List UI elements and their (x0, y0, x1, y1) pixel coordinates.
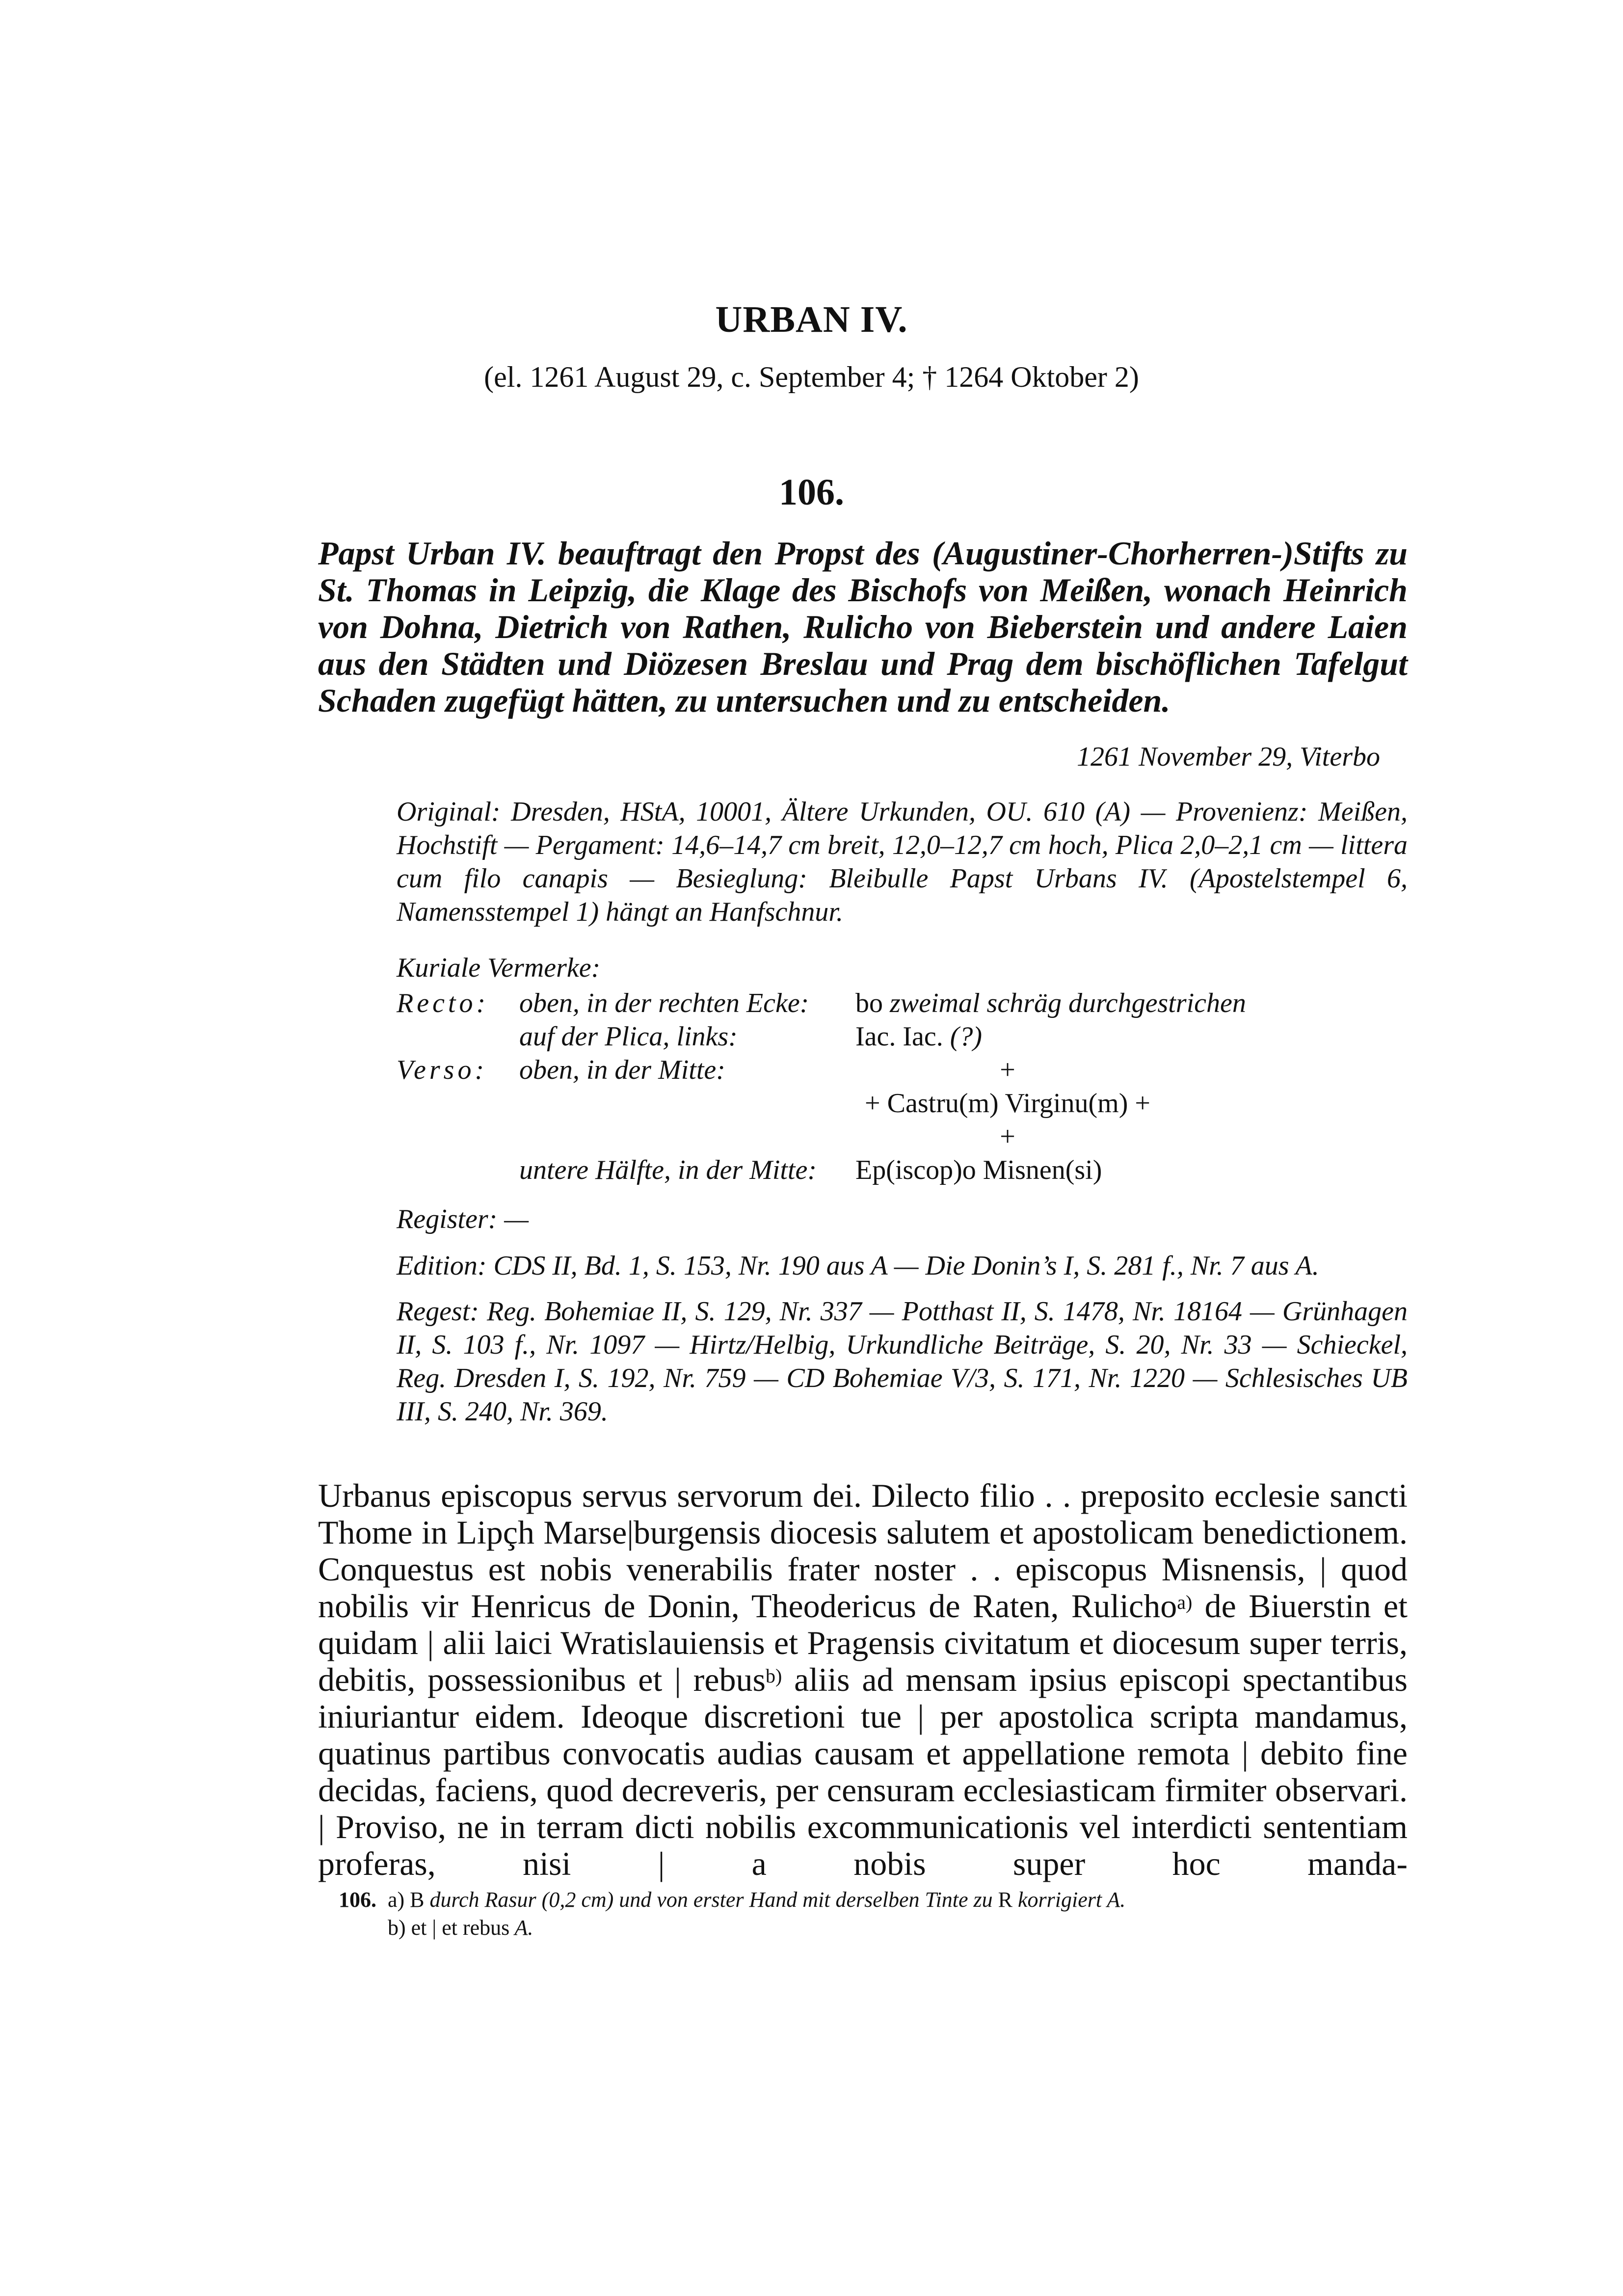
original-description: Original: Dresden, HStA, 10001, Ältere Urkunden, OU. 610 (A) — Provenienz: Meißen, Hochstift — Pergament: 14,6–14,7 cm breit, 12,0–12,7 cm hoch, Plica 2,0–2,1 cm — littera cum filo canapis — Besieglung: Bleibulle Papst Urbans IV. (Apostelstempel 6, Namensstempel 1) hängt an Hanfschnur. (397, 797, 1408, 927)
footnote-label: a) B (388, 1888, 425, 1912)
regest-sources: Regest: Reg. Bohemiae II, S. 129, Nr. 337 — Potthast II, S. 1478, Nr. 18164 — Grünhagen II, S. 103 f., Nr. 1097 — Hirtz/Helbig, Urkundliche Beiträge, S. 20, Nr. 33 — Schieckel, Reg. Dresden I, S. 192, Nr. 759 — CD Bohemiae V/3, S. 171, Nr. 1220 — Schlesisches UB III, S. 240, Nr. 369. (397, 1296, 1408, 1427)
vermerk-note: (?) (950, 1021, 983, 1052)
document-number: 106. (779, 472, 844, 513)
footnote-a (388, 1886, 1125, 1913)
vermerk-mark: + Castru(m) Virginu(m) + (865, 1088, 1150, 1119)
footnote-b (388, 1914, 533, 1941)
edition-line: Edition: CDS II, Bd. 1, S. 153, Nr. 190 aus A — Die Donin’s I, S. 281 f., Nr. 7 aus A. (397, 1251, 1319, 1281)
charter-text-part: de Biuerstin et quidam | alii laici Wratislauiensis et Pragensis civitatum et diocesum super terris, debitis, possessionibus et | rebus (318, 1587, 1408, 1698)
vermerk-note: zweimal schräg durchgestrichen (890, 988, 1246, 1018)
vermerk-position: oben, in der rechten Ecke: (519, 988, 809, 1018)
vermerk-text (855, 1020, 982, 1053)
pope-title: URBAN IV. (715, 299, 908, 340)
vermerk-mark: Iac. Iac. (855, 1021, 943, 1052)
vermerk-side: Verso: (397, 1055, 488, 1085)
footnote-label: b) et | et rebus (388, 1916, 510, 1940)
pope-dates: (el. 1261 August 29, c. September 4; † 1264 Oktober 2) (484, 361, 1139, 393)
vermerk-mark: bo (855, 988, 883, 1018)
charter-text-part: aliis ad mensam ipsius episcopi spectantibus iniuriantur eidem. Ideoque discretioni tue | per apostolica scripta mandamus, quatinus partibus convocatis audias causam et appellatione remota | debito fine decidas, faciens, quod decreveris, per censuram ecclesiasticam firmiter observari. | Proviso, ne in terram dicti nobilis excommunicationis vel interdicti sententiam proferas, nisi | a nobis super hoc manda- (318, 1661, 1408, 1882)
regest-summary: Papst Urban IV. beauftragt den Propst des (Augustiner-Chorherren-)Stifts zu St. Thomas in Leipzig, die Klage des Bischofs von Meißen, wonach Heinrich von Dohna, Dietrich von Rathen, Rulicho von Bieberstein und andere Laien aus den Städten und Diözesen Breslau und Prag dem bischöflichen Tafelgut Schaden zugefügt hätten, zu untersuchen und zu entscheiden. (318, 534, 1408, 719)
register-line: Register: — (397, 1204, 529, 1234)
vermerk-position: oben, in der Mitte: (519, 1055, 725, 1085)
vermerk-text (855, 987, 1246, 1020)
vermerk-side: Recto: (397, 988, 489, 1018)
vermerk-position: auf der Plica, links: (519, 1021, 738, 1052)
footnote-letter: R (998, 1888, 1013, 1912)
vermerk-mark: + (1000, 1055, 1015, 1085)
vermerk-position: untere Hälfte, in der Mitte: (519, 1155, 817, 1185)
footnote-number: 106. (339, 1888, 376, 1912)
footnote-marker: b) (765, 1665, 782, 1687)
footnote-text: durch Rasur (0,2 cm) und von erster Hand mit derselben Tinte zu (424, 1888, 998, 1912)
vermerk-mark: + (1000, 1121, 1015, 1152)
date-place: 1261 November 29, Viterbo (1077, 742, 1380, 772)
footnote-marker: a) (1177, 1591, 1193, 1613)
kuriale-vermerke-title: Kuriale Vermerke: (397, 953, 601, 983)
charter-text (318, 1477, 1408, 1882)
charter-text-part: Urbanus episcopus servus servorum dei. Dilecto filio . . preposito ecclesie sancti Thome in Lipçh Marse|burgensis diocesis salutem et apostolicam benedictionem. Conquestus est nobis venerabilis frater noster . . episcopus Misnensis, | quod nobilis vir Henricus de Donin, Theodericus de Raten, Rulicho (318, 1477, 1408, 1625)
footnote-text: A. (509, 1916, 533, 1940)
footnote-text: korrigiert A. (1012, 1888, 1126, 1912)
vermerk-mark: Ep(iscop)o Misnen(si) (855, 1155, 1102, 1185)
